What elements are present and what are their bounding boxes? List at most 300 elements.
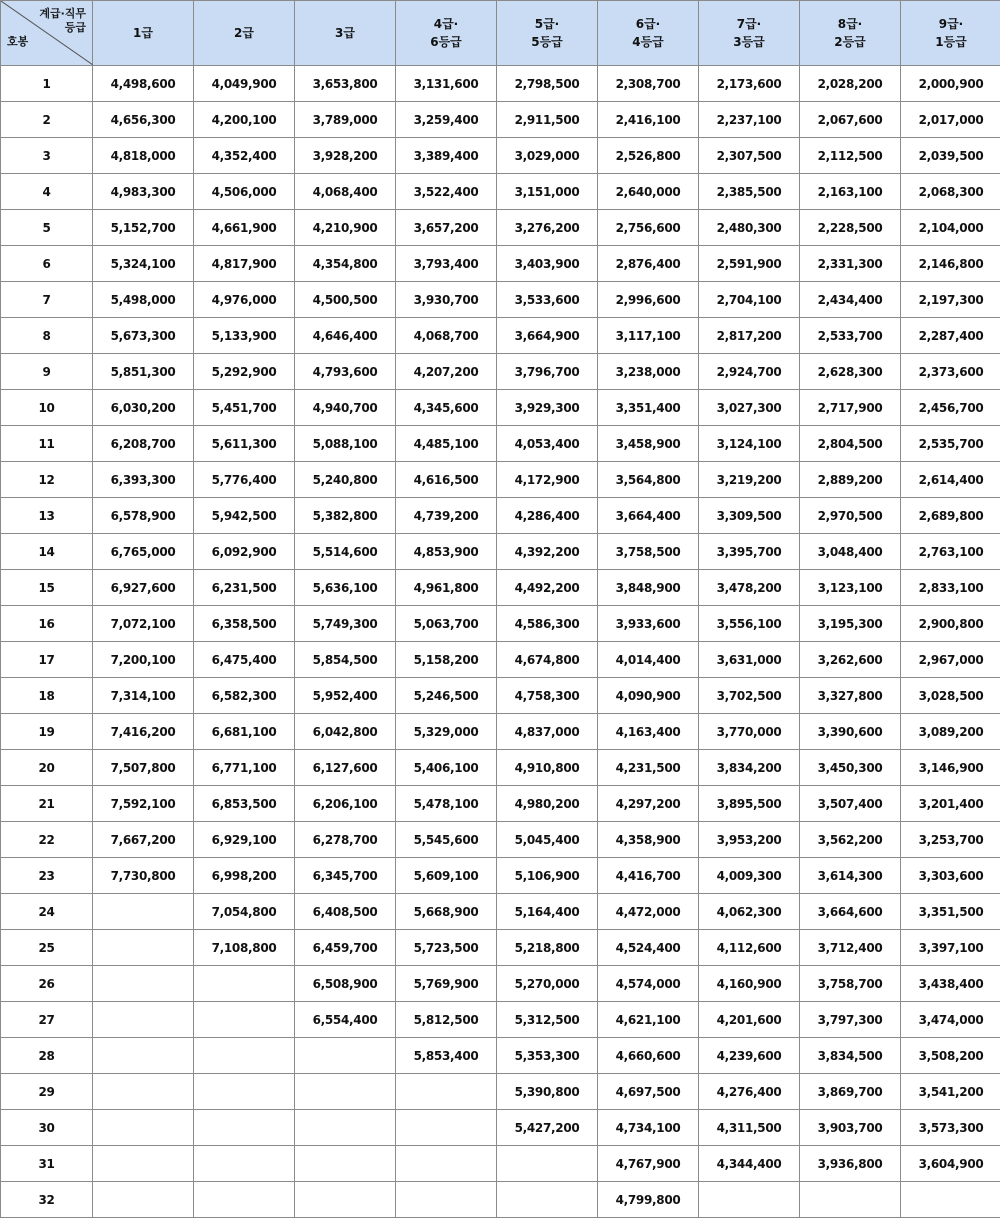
salary-cell: 5,942,500 (194, 498, 295, 534)
salary-cell: 3,541,200 (901, 1074, 1000, 1110)
grade-header-cell (396, 1, 497, 66)
salary-cell: 3,048,400 (800, 534, 901, 570)
salary-cell: 3,702,500 (699, 678, 800, 714)
salary-cell: 2,068,300 (901, 174, 1000, 210)
salary-cell: 3,028,500 (901, 678, 1000, 714)
salary-cell: 7,507,800 (93, 750, 194, 786)
salary-cell: 3,276,200 (497, 210, 598, 246)
salary-cell: 2,308,700 (598, 66, 699, 102)
step-cell: 20 (1, 750, 93, 786)
grade-header-line1: 1급 (93, 24, 193, 42)
salary-cell: 4,910,800 (497, 750, 598, 786)
grade-header-line1: 8급· (800, 15, 900, 33)
salary-cell: 4,492,200 (497, 570, 598, 606)
salary-cell: 4,500,500 (295, 282, 396, 318)
salary-cell: 4,656,300 (93, 102, 194, 138)
salary-cell: 3,458,900 (598, 426, 699, 462)
salary-cell: 3,131,600 (396, 66, 497, 102)
salary-cell: 6,393,300 (93, 462, 194, 498)
salary-cell: 5,545,600 (396, 822, 497, 858)
salary-cell: 6,042,800 (295, 714, 396, 750)
grade-header-line2: 6등급 (396, 33, 496, 51)
salary-cell: 2,924,700 (699, 354, 800, 390)
salary-cell: 4,160,900 (699, 966, 800, 1002)
salary-cell: 2,640,000 (598, 174, 699, 210)
salary-cell: 6,765,000 (93, 534, 194, 570)
table-row (1, 534, 1000, 570)
salary-cell: 3,390,600 (800, 714, 901, 750)
salary-cell: 3,770,000 (699, 714, 800, 750)
salary-cell: 4,853,900 (396, 534, 497, 570)
step-cell: 24 (1, 894, 93, 930)
table-row (1, 210, 1000, 246)
salary-cell: 3,834,500 (800, 1038, 901, 1074)
salary-cell: 3,903,700 (800, 1110, 901, 1146)
step-cell: 28 (1, 1038, 93, 1074)
step-cell: 16 (1, 606, 93, 642)
salary-cell: 4,661,900 (194, 210, 295, 246)
salary-cell: 5,723,500 (396, 930, 497, 966)
salary-cell: 5,498,000 (93, 282, 194, 318)
salary-cell: 2,833,100 (901, 570, 1000, 606)
salary-cell: 3,389,400 (396, 138, 497, 174)
salary-cell (295, 1182, 396, 1218)
salary-cell: 3,253,700 (901, 822, 1000, 858)
salary-cell: 4,767,900 (598, 1146, 699, 1182)
salary-cell: 3,895,500 (699, 786, 800, 822)
salary-cell: 4,297,200 (598, 786, 699, 822)
salary-cell: 5,478,100 (396, 786, 497, 822)
grade-header-cell (93, 1, 194, 66)
salary-cell: 2,900,800 (901, 606, 1000, 642)
salary-cell: 4,354,800 (295, 246, 396, 282)
salary-cell: 2,798,500 (497, 66, 598, 102)
salary-cell: 2,163,100 (800, 174, 901, 210)
salary-cell: 4,053,400 (497, 426, 598, 462)
salary-cell (93, 930, 194, 966)
header-row (1, 1, 1000, 66)
salary-cell: 5,609,100 (396, 858, 497, 894)
table-header (1, 1, 1000, 66)
salary-cell: 6,853,500 (194, 786, 295, 822)
step-cell: 21 (1, 786, 93, 822)
salary-cell: 3,438,400 (901, 966, 1000, 1002)
step-cell: 15 (1, 570, 93, 606)
step-cell: 18 (1, 678, 93, 714)
salary-cell (93, 1146, 194, 1182)
salary-cell: 4,837,000 (497, 714, 598, 750)
salary-cell: 2,804,500 (800, 426, 901, 462)
salary-cell: 2,526,800 (598, 138, 699, 174)
salary-cell: 4,090,900 (598, 678, 699, 714)
salary-cell (93, 1074, 194, 1110)
salary-cell (497, 1182, 598, 1218)
salary-cell: 5,636,100 (295, 570, 396, 606)
salary-cell (93, 966, 194, 1002)
salary-cell: 3,351,400 (598, 390, 699, 426)
table-row (1, 714, 1000, 750)
table-row (1, 462, 1000, 498)
grade-header-line2: 3등급 (699, 33, 799, 51)
salary-cell: 2,237,100 (699, 102, 800, 138)
salary-cell (194, 1146, 295, 1182)
salary-cell: 4,416,700 (598, 858, 699, 894)
salary-cell (295, 1038, 396, 1074)
grade-header-line1: 6급· (598, 15, 698, 33)
salary-cell: 3,262,600 (800, 642, 901, 678)
salary-cell: 3,869,700 (800, 1074, 901, 1110)
salary-cell: 7,108,800 (194, 930, 295, 966)
salary-cell: 4,621,100 (598, 1002, 699, 1038)
salary-cell: 5,106,900 (497, 858, 598, 894)
table-row (1, 606, 1000, 642)
salary-cell: 4,506,000 (194, 174, 295, 210)
salary-cell: 2,614,400 (901, 462, 1000, 498)
table-body (1, 66, 1000, 1218)
salary-cell: 2,017,000 (901, 102, 1000, 138)
salary-cell: 3,564,800 (598, 462, 699, 498)
salary-cell: 2,112,500 (800, 138, 901, 174)
salary-cell (194, 966, 295, 1002)
salary-cell (396, 1182, 497, 1218)
step-cell: 32 (1, 1182, 93, 1218)
salary-cell: 5,427,200 (497, 1110, 598, 1146)
salary-cell: 3,562,200 (800, 822, 901, 858)
salary-cell: 4,586,300 (497, 606, 598, 642)
salary-cell: 7,054,800 (194, 894, 295, 930)
salary-cell: 4,201,600 (699, 1002, 800, 1038)
salary-cell: 6,092,900 (194, 534, 295, 570)
table-row (1, 246, 1000, 282)
salary-cell: 4,498,600 (93, 66, 194, 102)
salary-cell: 2,535,700 (901, 426, 1000, 462)
table-row (1, 1074, 1000, 1110)
table-row (1, 822, 1000, 858)
grade-header-line2: 5등급 (497, 33, 597, 51)
salary-cell: 2,911,500 (497, 102, 598, 138)
salary-cell: 4,276,400 (699, 1074, 800, 1110)
salary-cell (295, 1074, 396, 1110)
salary-cell: 6,345,700 (295, 858, 396, 894)
salary-cell: 4,961,800 (396, 570, 497, 606)
grade-header-line1: 2급 (194, 24, 294, 42)
table-row (1, 1182, 1000, 1218)
salary-cell: 6,771,100 (194, 750, 295, 786)
salary-cell: 2,480,300 (699, 210, 800, 246)
salary-cell: 4,524,400 (598, 930, 699, 966)
salary-cell: 5,668,900 (396, 894, 497, 930)
salary-cell: 4,239,600 (699, 1038, 800, 1074)
corner-top-label: 계급·직무 등급 (39, 7, 86, 35)
salary-cell (93, 894, 194, 930)
table-row (1, 930, 1000, 966)
salary-cell: 2,173,600 (699, 66, 800, 102)
step-cell: 19 (1, 714, 93, 750)
table-row (1, 570, 1000, 606)
salary-cell: 4,734,100 (598, 1110, 699, 1146)
salary-cell: 6,231,500 (194, 570, 295, 606)
salary-cell: 3,508,200 (901, 1038, 1000, 1074)
salary-cell: 2,628,300 (800, 354, 901, 390)
salary-cell (901, 1182, 1000, 1218)
salary-cell: 3,124,100 (699, 426, 800, 462)
grade-header-line2: 2등급 (800, 33, 900, 51)
step-cell: 30 (1, 1110, 93, 1146)
salary-cell: 3,604,900 (901, 1146, 1000, 1182)
salary-cell: 4,200,100 (194, 102, 295, 138)
salary-cell: 4,210,900 (295, 210, 396, 246)
salary-cell: 2,039,500 (901, 138, 1000, 174)
salary-cell: 4,739,200 (396, 498, 497, 534)
table-row (1, 318, 1000, 354)
step-cell: 6 (1, 246, 93, 282)
step-cell: 23 (1, 858, 93, 894)
salary-cell: 3,631,000 (699, 642, 800, 678)
salary-cell: 4,112,600 (699, 930, 800, 966)
salary-cell: 3,758,500 (598, 534, 699, 570)
salary-cell (396, 1110, 497, 1146)
salary-cell: 5,749,300 (295, 606, 396, 642)
salary-cell: 7,667,200 (93, 822, 194, 858)
salary-cell: 2,456,700 (901, 390, 1000, 426)
salary-cell: 3,478,200 (699, 570, 800, 606)
salary-cell: 6,459,700 (295, 930, 396, 966)
salary-cell: 4,818,000 (93, 138, 194, 174)
salary-cell: 2,287,400 (901, 318, 1000, 354)
salary-cell: 3,834,200 (699, 750, 800, 786)
table-row (1, 1038, 1000, 1074)
corner-header-cell (1, 1, 93, 66)
salary-cell: 5,045,400 (497, 822, 598, 858)
step-cell: 9 (1, 354, 93, 390)
grade-header-line2: 4등급 (598, 33, 698, 51)
step-cell: 26 (1, 966, 93, 1002)
salary-cell: 6,929,100 (194, 822, 295, 858)
salary-cell: 7,072,100 (93, 606, 194, 642)
salary-cell (194, 1038, 295, 1074)
salary-cell: 5,854,500 (295, 642, 396, 678)
table-row (1, 174, 1000, 210)
salary-cell: 2,889,200 (800, 462, 901, 498)
salary-cell: 3,614,300 (800, 858, 901, 894)
salary-cell: 2,533,700 (800, 318, 901, 354)
salary-cell (194, 1002, 295, 1038)
salary-cell: 5,270,000 (497, 966, 598, 1002)
salary-cell: 3,117,100 (598, 318, 699, 354)
salary-cell: 6,554,400 (295, 1002, 396, 1038)
salary-cell: 5,218,800 (497, 930, 598, 966)
salary-cell: 2,689,800 (901, 498, 1000, 534)
grade-header-line2: 1등급 (901, 33, 1000, 51)
salary-cell: 2,228,500 (800, 210, 901, 246)
salary-cell: 4,485,100 (396, 426, 497, 462)
salary-cell: 4,616,500 (396, 462, 497, 498)
salary-cell: 2,028,200 (800, 66, 901, 102)
salary-cell: 2,717,900 (800, 390, 901, 426)
salary-cell: 2,591,900 (699, 246, 800, 282)
salary-cell: 4,674,800 (497, 642, 598, 678)
salary-cell: 3,533,600 (497, 282, 598, 318)
corner-bottom-label: 호봉 (7, 33, 28, 51)
salary-cell: 5,164,400 (497, 894, 598, 930)
salary-cell (295, 1110, 396, 1146)
salary-cell: 5,133,900 (194, 318, 295, 354)
salary-cell: 2,067,600 (800, 102, 901, 138)
salary-cell: 4,062,300 (699, 894, 800, 930)
salary-cell: 5,158,200 (396, 642, 497, 678)
salary-cell: 3,303,600 (901, 858, 1000, 894)
table-row (1, 858, 1000, 894)
salary-cell: 5,312,500 (497, 1002, 598, 1038)
salary-cell: 3,848,900 (598, 570, 699, 606)
salary-cell: 3,474,000 (901, 1002, 1000, 1038)
salary-cell: 3,195,300 (800, 606, 901, 642)
salary-cell: 6,408,500 (295, 894, 396, 930)
table-row (1, 786, 1000, 822)
salary-cell: 3,936,800 (800, 1146, 901, 1182)
salary-cell: 3,238,000 (598, 354, 699, 390)
step-cell: 7 (1, 282, 93, 318)
salary-cell: 3,953,200 (699, 822, 800, 858)
salary-cell: 4,014,400 (598, 642, 699, 678)
salary-cell: 5,088,100 (295, 426, 396, 462)
salary-cell: 5,292,900 (194, 354, 295, 390)
salary-cell (194, 1182, 295, 1218)
table-row (1, 426, 1000, 462)
grade-header-line1: 5급· (497, 15, 597, 33)
salary-cell: 3,796,700 (497, 354, 598, 390)
salary-cell: 6,582,300 (194, 678, 295, 714)
salary-cell: 3,653,800 (295, 66, 396, 102)
salary-cell: 4,646,400 (295, 318, 396, 354)
salary-cell: 4,344,400 (699, 1146, 800, 1182)
salary-cell: 6,508,900 (295, 966, 396, 1002)
salary-cell (194, 1110, 295, 1146)
salary-cell: 7,200,100 (93, 642, 194, 678)
step-cell: 2 (1, 102, 93, 138)
grade-header-cell (901, 1, 1000, 66)
step-cell: 8 (1, 318, 93, 354)
salary-cell: 3,397,100 (901, 930, 1000, 966)
salary-cell: 4,940,700 (295, 390, 396, 426)
salary-cell: 3,522,400 (396, 174, 497, 210)
salary-cell: 5,851,300 (93, 354, 194, 390)
salary-cell: 2,000,900 (901, 66, 1000, 102)
salary-cell: 2,385,500 (699, 174, 800, 210)
salary-cell: 2,416,100 (598, 102, 699, 138)
salary-cell: 6,278,700 (295, 822, 396, 858)
salary-cell: 3,664,400 (598, 498, 699, 534)
salary-cell: 5,812,500 (396, 1002, 497, 1038)
salary-cell: 2,331,300 (800, 246, 901, 282)
salary-cell: 3,789,000 (295, 102, 396, 138)
salary-cell: 4,976,000 (194, 282, 295, 318)
salary-cell: 5,451,700 (194, 390, 295, 426)
grade-header-line1: 4급· (396, 15, 496, 33)
salary-cell: 5,406,100 (396, 750, 497, 786)
salary-cell: 3,556,100 (699, 606, 800, 642)
salary-cell: 5,611,300 (194, 426, 295, 462)
salary-cell: 3,930,700 (396, 282, 497, 318)
salary-cell: 3,327,800 (800, 678, 901, 714)
grade-header-cell (699, 1, 800, 66)
salary-cell: 6,208,700 (93, 426, 194, 462)
salary-cell: 3,657,200 (396, 210, 497, 246)
salary-cell (93, 1182, 194, 1218)
salary-cell: 2,763,100 (901, 534, 1000, 570)
step-cell: 12 (1, 462, 93, 498)
salary-cell: 3,928,200 (295, 138, 396, 174)
salary-cell: 4,049,900 (194, 66, 295, 102)
salary-cell: 6,475,400 (194, 642, 295, 678)
salary-cell: 4,697,500 (598, 1074, 699, 1110)
salary-cell (194, 1074, 295, 1110)
step-cell: 22 (1, 822, 93, 858)
salary-cell: 6,358,500 (194, 606, 295, 642)
salary-cell: 6,681,100 (194, 714, 295, 750)
salary-cell: 5,673,300 (93, 318, 194, 354)
grade-header-line1: 9급· (901, 15, 1000, 33)
table-row (1, 282, 1000, 318)
salary-cell: 4,068,400 (295, 174, 396, 210)
salary-cell: 4,758,300 (497, 678, 598, 714)
salary-cell: 4,231,500 (598, 750, 699, 786)
salary-cell (93, 1038, 194, 1074)
salary-cell: 7,314,100 (93, 678, 194, 714)
salary-cell: 7,592,100 (93, 786, 194, 822)
salary-cell: 5,329,000 (396, 714, 497, 750)
step-cell: 4 (1, 174, 93, 210)
salary-cell: 4,983,300 (93, 174, 194, 210)
step-cell: 27 (1, 1002, 93, 1038)
grade-header-line1: 3급 (295, 24, 395, 42)
salary-cell: 3,758,700 (800, 966, 901, 1002)
table-row (1, 1002, 1000, 1038)
salary-cell: 3,507,400 (800, 786, 901, 822)
salary-cell: 3,933,600 (598, 606, 699, 642)
step-cell: 14 (1, 534, 93, 570)
salary-cell: 4,286,400 (497, 498, 598, 534)
salary-cell: 2,996,600 (598, 282, 699, 318)
table-row (1, 1146, 1000, 1182)
salary-cell: 2,146,800 (901, 246, 1000, 282)
salary-cell: 4,817,900 (194, 246, 295, 282)
salary-cell: 3,123,100 (800, 570, 901, 606)
salary-cell: 4,345,600 (396, 390, 497, 426)
grade-header-line1: 7급· (699, 15, 799, 33)
salary-cell: 2,104,000 (901, 210, 1000, 246)
table-row (1, 642, 1000, 678)
salary-cell: 4,980,200 (497, 786, 598, 822)
step-cell: 1 (1, 66, 93, 102)
salary-cell: 4,009,300 (699, 858, 800, 894)
salary-cell (396, 1074, 497, 1110)
grade-header-cell (194, 1, 295, 66)
salary-cell: 4,207,200 (396, 354, 497, 390)
salary-cell (497, 1146, 598, 1182)
salary-cell: 6,127,600 (295, 750, 396, 786)
salary-cell: 3,797,300 (800, 1002, 901, 1038)
salary-cell: 5,246,500 (396, 678, 497, 714)
table-row (1, 678, 1000, 714)
step-cell: 5 (1, 210, 93, 246)
salary-cell: 7,730,800 (93, 858, 194, 894)
salary-cell: 3,201,400 (901, 786, 1000, 822)
table-row (1, 390, 1000, 426)
table-row (1, 354, 1000, 390)
salary-cell: 3,029,000 (497, 138, 598, 174)
salary-cell: 6,030,200 (93, 390, 194, 426)
